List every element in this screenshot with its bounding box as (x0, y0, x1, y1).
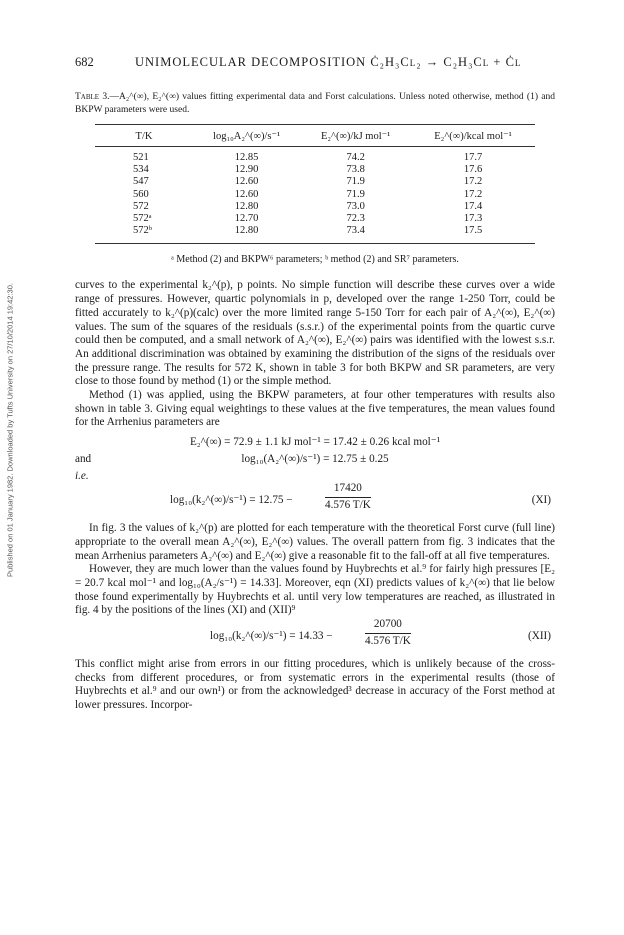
paragraph: However, they are much lower than the values found by Huybrechts et al.⁹ for fairly high pressures [E₂ = 20.7 kcal mol⁻¹ and log₁₀(A₂/s⁻¹) = 14.33]. Moreover, eqn (XI) predicts values of k₂^(∞) that lie below those found experimentally by Huybrechts et al. until very low temperatures are reached, as illustrated in fig. 4 by the positions of the lines (XI) and (XII)⁹ (75, 563, 555, 617)
table-cell: 12.80 (234, 200, 259, 212)
watermark-text: Published on 01 January 1982. Downloaded by Tufts University on 27/10/2014 19:42:30. (5, 283, 15, 577)
table-cell: 12.85 (234, 152, 259, 163)
table-cell: 73.4 (300, 225, 411, 244)
equation-fraction (365, 618, 411, 648)
table-cell: 572ᵃ (133, 213, 152, 225)
fraction-denominator: 4.576 T/K (365, 634, 411, 647)
column-header: log₁₀A₂^(∞)/s⁻¹ (193, 125, 300, 147)
table-cell: 521 (133, 152, 149, 163)
table-row (95, 213, 535, 225)
table-cell: 73.8 (346, 164, 365, 176)
column-header: E₂^(∞)/kJ mol⁻¹ (300, 125, 411, 147)
equation-e2 (75, 436, 555, 453)
table-cell: 12.60 (234, 188, 259, 200)
table-cell: 560 (133, 188, 149, 200)
table-row (95, 176, 535, 188)
table-cell: 572ᵇ (95, 225, 193, 244)
table-caption (75, 91, 555, 116)
table-cell: 17.4 (463, 200, 483, 212)
paragraph: In fig. 3 the values of k₂^(p) are plotted for each temperature with the theoretical Forst curve (full line) appropriate to the overall mean A₂^(∞), E₂^(∞) values. The overall pattern from fig. 3 indicates that the mean Arrhenius parameters A₂^(∞) and E₂^(∞) give a reasonable fit to the fall-off at all five temperatures. (75, 522, 555, 562)
equation-xi (75, 482, 555, 516)
equation-text: E₂^(∞) = 72.9 ± 1.1 kJ mol⁻¹ = 17.42 ± 0.26 kcal mol⁻¹ (189, 436, 441, 449)
table-caption-label: Table 3. (75, 92, 110, 102)
equation-fraction (325, 482, 371, 512)
fraction-numerator: 20700 (365, 618, 411, 634)
equation-lhs: log₁₀(k₂^(∞)/s⁻¹) = 14.33 − (210, 630, 333, 643)
table-cell: 71.9 (346, 188, 365, 200)
fraction-numerator: 17420 (325, 482, 371, 498)
results-table (95, 124, 535, 244)
paragraph: This conflict might arise from errors in our fitting procedures, which is unlikely because of the cross-checks from different procedures, or from systematic errors in the experimental results (those of Huybrechts et al.⁹ and our own¹) or from the acknowledged³ decrease in accuracy of the Forst method at lower pressures. Incorpor- (75, 658, 555, 712)
table-cell: 12.90 (234, 164, 259, 176)
table-header-row (95, 125, 535, 147)
table-cell: 12.60 (234, 176, 259, 188)
table-cell: 17.7 (463, 152, 483, 163)
table-row (95, 189, 535, 201)
table-cell: 17.6 (463, 164, 483, 176)
body-text (75, 279, 555, 712)
table-cell: 17.2 (463, 176, 483, 188)
column-header: T/K (95, 125, 193, 147)
table-row (95, 201, 535, 213)
table-cell: 73.0 (346, 200, 365, 212)
journal-page (75, 55, 555, 713)
equation-log-a2 (75, 453, 555, 470)
equation-text: log₁₀(A₂^(∞)/s⁻¹) = 12.75 ± 0.25 (241, 453, 389, 466)
table-cell: 12.70 (234, 213, 259, 225)
table-row (95, 225, 535, 244)
paragraph: Method (1) was applied, using the BKPW parameters, at four other temperatures with results also shown in table 3. Giving equal weightings to these values at the five temperatures, the mean values found for the Arrhenius parameters are (75, 389, 555, 429)
equation-number: (XII) (528, 630, 551, 643)
table-cell: 72.3 (346, 213, 365, 225)
column-header: E₂^(∞)/kcal mol⁻¹ (411, 125, 535, 147)
table-cell: 74.2 (346, 152, 365, 163)
table-footnote: ᵃ Method (2) and BKPW⁶ parameters; ᵇ method (2) and SR⁷ parameters. (171, 254, 459, 266)
equation-number: (XI) (531, 494, 551, 507)
page-number: 682 (75, 55, 94, 69)
page-header (75, 55, 555, 77)
connective-and: and (75, 453, 92, 466)
fraction-denominator: 4.576 T/K (325, 498, 371, 511)
equation-xii (75, 618, 555, 652)
table-cell: 534 (133, 164, 149, 176)
table-cell: 71.9 (346, 176, 365, 188)
table-cell: 572 (133, 200, 149, 212)
paragraph: curves to the experimental k₂^(p), p points. No simple function will describe these curves over a wide range of pressures. However, quartic polynomials in p, developed over the range 1-250 Torr, could be fitted accurately to k₂^(p)(calc) over the more limited range 5-150 Torr for each pair of A₂^(∞), E₂^(∞) values. The sum of the squares of the residuals (s.s.r.) of the experimental points from the quartic curve could then be computed, and a small network of A₂^(∞), E₂^(∞) pairs was identified with the lowest s.s.r. An additional discrimination was obtained by examining the distribution of the signs of the residuals over the pressure range. The results for 572 K, shown in table 3 for both BKPW and SR parameters, are very close to those found by method (1) or the simple method. (75, 279, 555, 388)
table-cell: 17.5 (411, 225, 535, 244)
ie-line (75, 470, 555, 482)
table-cell: 12.80 (193, 225, 300, 244)
table-row (95, 147, 535, 165)
equation-lhs: log₁₀(k₂^(∞)/s⁻¹) = 12.75 − (170, 494, 293, 507)
running-title: UNIMOLECULAR DECOMPOSITION Ċ₂H₃Cl₂ → C₂H₃Cl + Ċl (135, 55, 522, 69)
table-cell: 547 (133, 176, 149, 188)
download-watermark (4, 150, 16, 710)
table-cell: 17.2 (463, 188, 483, 200)
connective-ie: i.e. (75, 470, 89, 483)
table-caption-text: —A₂^(∞), E₂^(∞) values fitting experimental data and Forst calculations. Unless noted otherwise, method (1) and BKPW parameters were used. (75, 92, 555, 115)
table-row (95, 164, 535, 176)
table-cell: 17.3 (463, 213, 483, 225)
